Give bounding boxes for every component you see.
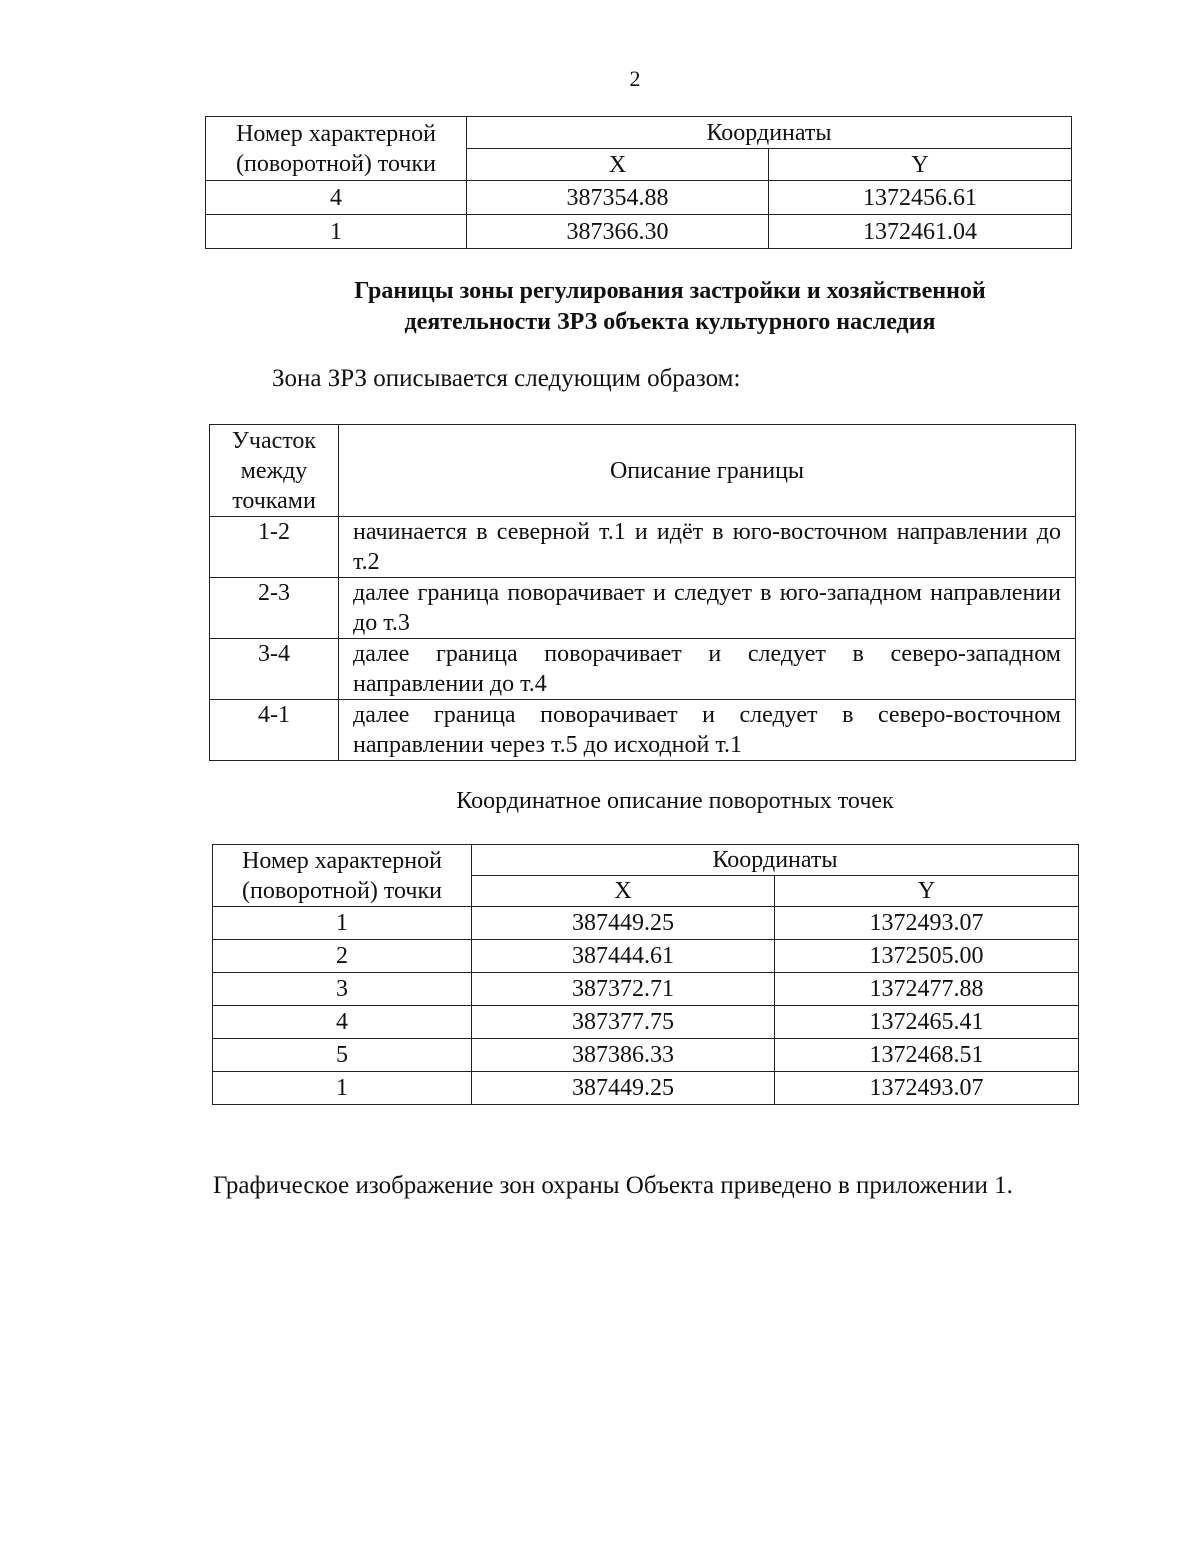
point-cell: 4 [206,181,467,215]
x-cell: 387386.33 [472,1039,775,1072]
page-number: 2 [629,66,641,91]
point-cell: 5 [213,1039,472,1072]
table-row [210,578,1076,639]
segment-cell: 4-1 [210,700,339,761]
table-row [213,940,1079,973]
table-row [213,1006,1079,1039]
table-row [210,639,1076,700]
table-row [210,700,1076,761]
x-cell: 387444.61 [472,940,775,973]
header-x: X [472,876,775,907]
segment-cell: 2-3 [210,578,339,639]
y-cell: 1372493.07 [775,907,1079,940]
coordinates-table-continued [205,116,1072,249]
y-cell: 1372477.88 [775,973,1079,1006]
header-point-line1: Номер характерной [236,120,436,147]
table-row [206,215,1072,249]
x-cell: 387449.25 [472,907,775,940]
x-cell: 387449.25 [472,1072,775,1105]
coordinates-table [212,844,1079,1105]
point-cell: 1 [213,1072,472,1105]
header-point-line1: Номер характерной [242,847,442,874]
header-description: Описание границы [339,425,1076,517]
header-segment [210,425,339,517]
intro-text: Зона ЗРЗ описывается следующим образом: [272,365,741,392]
header-y: Y [775,876,1079,907]
table-row [213,1072,1079,1105]
header-segment-line2: между [240,457,308,484]
header-point-line2: (поворотной) точки [242,877,442,904]
y-cell: 1372505.00 [775,940,1079,973]
footer-text: Графическое изображение зон охраны Объекта приведено в приложении 1. [213,1172,1013,1199]
section-title [200,276,1140,338]
y-cell: 1372456.61 [769,181,1072,215]
header-coordinates: Координаты [472,845,1079,876]
point-cell: 2 [213,940,472,973]
coordinates-caption: Координатное описание поворотных точек [456,788,894,814]
x-cell: 387377.75 [472,1006,775,1039]
point-cell: 3 [213,973,472,1006]
x-cell: 387366.30 [467,215,769,249]
header-point-line2: (поворотной) точки [236,150,436,177]
header-point-number [213,845,472,907]
segment-cell: 1-2 [210,517,339,578]
header-point-number [206,117,467,181]
table-row [213,907,1079,940]
y-cell: 1372465.41 [775,1006,1079,1039]
point-cell: 1 [213,907,472,940]
header-y: Y [769,149,1072,181]
y-cell: 1372461.04 [769,215,1072,249]
header-x: X [467,149,769,181]
boundary-description-table [209,424,1076,761]
x-cell: 387354.88 [467,181,769,215]
description-cell: далее граница поворачивает и следует в юго-западном направлении до т.3 [339,578,1076,639]
description-cell: далее граница поворачивает и следует в северо-восточном направлении через т.5 до исходной т.1 [339,700,1076,761]
header-segment-line1: Участок [231,427,317,454]
segment-cell: 3-4 [210,639,339,700]
header-coordinates: Координаты [467,117,1072,149]
header-segment-line3: точками [232,487,316,514]
table-row [206,181,1072,215]
section-title-line1: Границы зоны регулирования застройки и хозяйственной [354,278,986,304]
description-cell: начинается в северной т.1 и идёт в юго-восточном направлении до т.2 [339,517,1076,578]
table-row [213,973,1079,1006]
table-row [213,1039,1079,1072]
section-title-line2: деятельности ЗРЗ объекта культурного наследия [404,309,936,335]
x-cell: 387372.71 [472,973,775,1006]
y-cell: 1372468.51 [775,1039,1079,1072]
y-cell: 1372493.07 [775,1072,1079,1105]
table-row [210,517,1076,578]
description-cell: далее граница поворачивает и следует в северо-западном направлении до т.4 [339,639,1076,700]
point-cell: 1 [206,215,467,249]
point-cell: 4 [213,1006,472,1039]
